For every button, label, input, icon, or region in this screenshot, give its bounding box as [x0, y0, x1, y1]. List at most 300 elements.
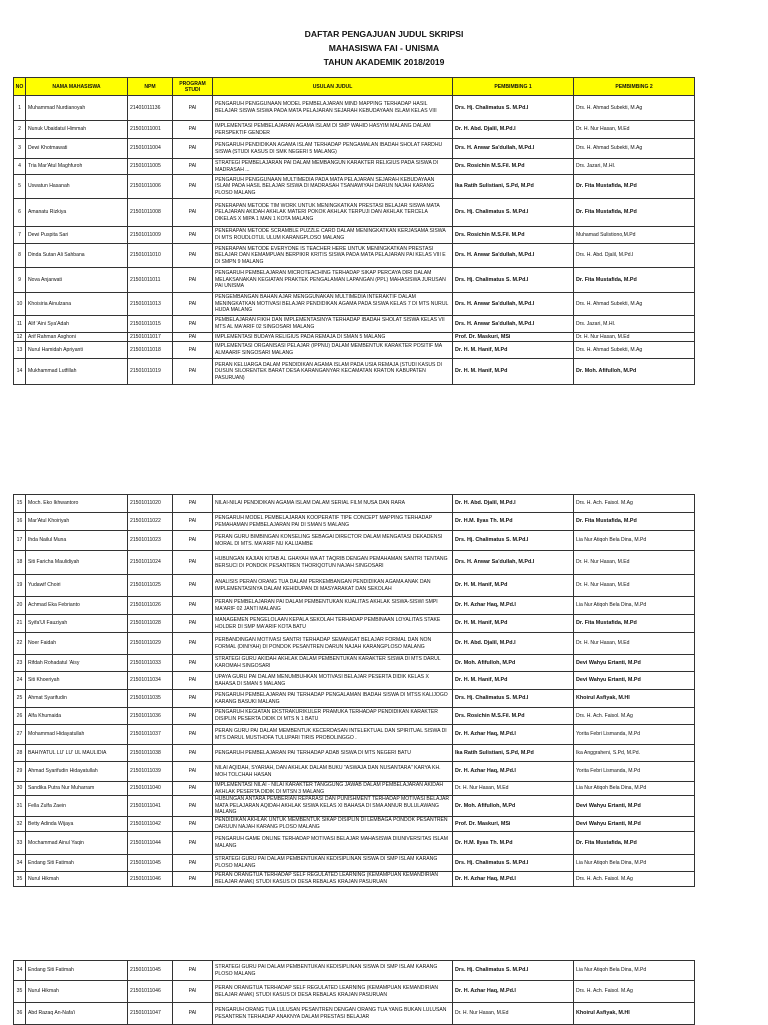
student-name: Abd Razaq An-Nafa'i [26, 1003, 128, 1025]
supervisor-1: Dr. H. Abd. Djalil, M.Pd.I [453, 495, 574, 513]
thesis-title: NILAI-NILAI PENDIDIKAN AGAMA ISLAM DALAM SERIAL FILM NUSA DAN RARA [213, 495, 453, 513]
student-npm: 21501011013 [128, 293, 173, 316]
student-name: Nurul Hikmah [26, 981, 128, 1003]
study-program: PAI [173, 175, 213, 199]
student-npm: 21401011136 [128, 96, 173, 121]
study-program: PAI [173, 672, 213, 690]
student-npm: 21501011035 [128, 690, 173, 708]
supervisor-1: Dr. H. Nur Hasan, M.Ed [453, 1003, 574, 1025]
supervisor-1: Dr. H. Azhar Haq, M.Pd.I [453, 597, 574, 615]
student-npm: 21501011009 [128, 227, 173, 244]
row-number: 11 [14, 316, 26, 333]
row-number: 3 [14, 139, 26, 159]
student-name: Rifdah Rohadatul 'Aisy [26, 655, 128, 672]
table-row [14, 333, 695, 342]
row-number: 16 [14, 513, 26, 531]
thesis-table-page-3 [13, 960, 695, 1025]
study-program: PAI [173, 981, 213, 1003]
student-name: Moch. Eko Ikhwantoro [26, 495, 128, 513]
table-row [14, 1003, 695, 1025]
table-row [14, 96, 695, 121]
supervisor-1: Drs. H. Anwar Sa'dullah, M.Pd.I [453, 139, 574, 159]
table-row [14, 871, 695, 886]
study-program: PAI [173, 268, 213, 293]
supervisor-2: Dr. Fita Mustafida, M.Pd [574, 175, 695, 199]
row-number: 12 [14, 333, 26, 342]
student-name: Muhammad Nurdianoyah [26, 96, 128, 121]
supervisor-1: Drs. H. Anwar Sa'dullah, M.Pd.I [453, 244, 574, 268]
student-name: Alfa Khumaida [26, 708, 128, 725]
table-row [14, 762, 695, 782]
supervisor-2: Devi Wahyu Ertanti, M.Pd [574, 816, 695, 831]
study-program: PAI [173, 139, 213, 159]
student-name: Mohammad Hidayatullah [26, 725, 128, 745]
student-npm: 21501011036 [128, 708, 173, 725]
student-name: Alif 'Aini Sya'Adah [26, 316, 128, 333]
supervisor-1: Ika Ratih Sulistiani, S.Pd, M.Pd [453, 175, 574, 199]
row-number: 36 [14, 1003, 26, 1025]
student-name: Dewi Khotmawati [26, 139, 128, 159]
header-study-program: PROGRAM STUDI [173, 78, 213, 96]
thesis-title: PENGARUH PENGGUNAAN MULTIMEDIA PADA MATA PELAJARAN SEJARAH KEBUDAYAAN ISLAM PADA HASIL BELAJAR SISWA DI MADRASAH TSANAWIYAH DARUN NAJAH KARANG PLOSO MALANG [213, 175, 453, 199]
supervisor-2: Drs. H. Ahmad Subekti, M.Ag [574, 293, 695, 316]
student-name: Nurul Hamidah Apriyanti [26, 342, 128, 359]
study-program: PAI [173, 655, 213, 672]
supervisor-2: Lia Nur Atiqoh Bela Dina, M.Pd [574, 597, 695, 615]
study-program: PAI [173, 762, 213, 782]
thesis-title: PERAN KELUARGA DALAM PENDIDIKAN AGAMA ISLAM PADA USIA REMAJA (STUDI KASUS DI DUSUN SILORENTEK BARAT DESA KARANGANYAR KECAMATAN KRATON KABUPATEN PASURUAN) [213, 359, 453, 385]
supervisor-2: Devi Wahyu Ertanti, M.Pd [574, 655, 695, 672]
study-program: PAI [173, 961, 213, 981]
table-row [14, 854, 695, 871]
supervisor-1: Drs. H. Anwar Sa'dullah, M.Pd.I [453, 293, 574, 316]
student-npm: 21501011010 [128, 244, 173, 268]
student-name: Betty Adinda Wijaya [26, 816, 128, 831]
study-program: PAI [173, 531, 213, 551]
student-npm: 21501011015 [128, 316, 173, 333]
study-program: PAI [173, 159, 213, 175]
student-npm: 21501011029 [128, 633, 173, 655]
student-name: Dinda Sutan Ali Sahbana [26, 244, 128, 268]
table-row [14, 316, 695, 333]
student-npm: 21501011023 [128, 531, 173, 551]
student-npm: 21501011042 [128, 816, 173, 831]
study-program: PAI [173, 854, 213, 871]
study-program: PAI [173, 782, 213, 796]
thesis-title: STRATEGI GURU PAI DALAM PEMBENTUKAN KEDISIPLINAN SISWA DI SMP ISLAM KARANG PLOSO MALANG [213, 961, 453, 981]
thesis-title: PENGARUH PEMBELAJARAN MICROTEACHING TERHADAP SIKAP PERCAYA DIRI DALAM MELAKSANAKAN KEGIATAN PRAKTEK PENGALAMAN LAPANGAN (PPL) MAHASISWA JURUSAN PAI UNISMA [213, 268, 453, 293]
thesis-title: PENGARUH ORANG TUA LULUSAN PESANTREN DENGAN ORANG TUA YANG BUKAN LULUSAN PESANTREN TERHADAP ANAKNYA DALAM PRESTASI BELAJAR [213, 1003, 453, 1025]
thesis-title: HUBUNGAN KAJIAN KITAB AL GHAYAH WA AT TAQRIB DENGAN PEMAHAMAN SANTRI TENTANG BERSUCI DI PONDOK PESANTREN THORIQOTUN NAJAH SINGOSARI [213, 551, 453, 575]
thesis-title: ANALISIS PERAN ORANG TUA DALAM PERKEMBANGAN PENDIDIKAN AGAMA ANAK DAN IMPLEMENTASINYA DALAM KEHIDUPAN DI MASYARAKAT DAN SEKOLAH [213, 575, 453, 597]
supervisor-1: Drs. Hj. Chalimatus S. M.Pd.I [453, 854, 574, 871]
document-subtitle: MAHASISWA FAI - UNISMA [328, 43, 440, 53]
student-npm: 21501011026 [128, 597, 173, 615]
study-program: PAI [173, 615, 213, 633]
table-row [14, 655, 695, 672]
table-row [14, 551, 695, 575]
supervisor-2: Drs. H. Ach. Faisol. M.Ag [574, 871, 695, 886]
student-npm: 21501011034 [128, 672, 173, 690]
thesis-title: IMPLEMENTASI PEMBELAJARAN AGAMA ISLAM DI SMP WAHID HASYIM MALANG DALAM PERSPEKTIF GENDER [213, 121, 453, 139]
student-npm: 21501011024 [128, 551, 173, 575]
study-program: PAI [173, 708, 213, 725]
supervisor-1: Dr. H. Azhar Haq, M.Pd.I [453, 725, 574, 745]
document-title: DAFTAR PENGAJUAN JUDUL SKRIPSI [304, 29, 464, 39]
supervisor-1: Drs. Hj. Chalimatus S. M.Pd.I [453, 96, 574, 121]
header-row-number: NO [14, 78, 26, 96]
thesis-title: STRATEGI PEMBELAJARAN PAI DALAM MEMBANGUN KARAKTER RELIGIUS PADA SISWA DI MADRASAH ... [213, 159, 453, 175]
student-name: Uswatun Hasanah [26, 175, 128, 199]
thesis-title: STRATEGI GURU AKIDAH AKHLAK DALAM PEMBENTUKAN KARAKTER SISWA DI MTS DARUL KAROMAH SINGOSARI [213, 655, 453, 672]
study-program: PAI [173, 871, 213, 886]
study-program: PAI [173, 551, 213, 575]
row-number: 23 [14, 655, 26, 672]
supervisor-2: Dr. H. Nur Hasan, M.Ed [574, 633, 695, 655]
table-row [14, 816, 695, 831]
row-number: 34 [14, 961, 26, 981]
supervisor-2: Khoirul Asfiyak, M.HI [574, 690, 695, 708]
student-npm: 21501011045 [128, 854, 173, 871]
supervisor-1: Drs. H. Anwar Sa'dullah, M.Pd.I [453, 551, 574, 575]
supervisor-1: Dr. H.M. Ilyas Th. M.Pd [453, 831, 574, 854]
supervisor-1: Drs. Hj. Chalimatus S. M.Pd.I [453, 531, 574, 551]
table-row [14, 782, 695, 796]
row-number: 6 [14, 199, 26, 227]
thesis-title: PENDIDIKAN AKHLAK UNTUK MEMBENTUK SIKAP DISIPLIN DI LEMBAGA PONDOK PESANTREN DARUUN NAJAH KARANG PLOSO MALANG [213, 816, 453, 831]
study-program: PAI [173, 359, 213, 385]
study-program: PAI [173, 831, 213, 854]
student-name: Tria Mar'Atul Maghfuroh [26, 159, 128, 175]
student-name: Syifa'Ul Fauziyah [26, 615, 128, 633]
row-number: 5 [14, 175, 26, 199]
student-npm: 21501011011 [128, 268, 173, 293]
supervisor-1: Prof. Dr. Maskuri, MSi [453, 816, 574, 831]
supervisor-2: Drs. H. Ahmad Subekti, M.Ag [574, 139, 695, 159]
student-name: Amanatu Rizkiya [26, 199, 128, 227]
thesis-title: PENERAPAN METODE TIM WORK UNTUK MENINGKATKAN PRESTASI BELAJAR SISWA MATA PELAJARAN AKIDAH AKHLAK MATERI POKOK AKHLAK TERPUJI DAN AKHLAK TERCELA DIKELAS X MIPA 1 MAN 1 KOTA MALANG [213, 199, 453, 227]
table-row [14, 175, 695, 199]
table-row [14, 293, 695, 316]
row-number: 1 [14, 96, 26, 121]
table-row [14, 513, 695, 531]
student-name: Sandika Putra Nur Muharram [26, 782, 128, 796]
supervisor-1: Dr. H. Azhar Haq, M.Pd.I [453, 871, 574, 886]
student-npm: 21501011044 [128, 831, 173, 854]
supervisor-2: Devi Wahyu Ertanti, M.Pd [574, 796, 695, 817]
table-row [14, 268, 695, 293]
thesis-title: PERBANDINGAN MOTIVASI SANTRI TERHADAP SEMANGAT BELAJAR FORMAL DAN NON FORMAL (DINIYAH) DI PONDOK PESANTREN DARUN NAJAH KARANGPLOSO MALANG [213, 633, 453, 655]
student-npm: 21501011019 [128, 359, 173, 385]
table-row [14, 575, 695, 597]
row-number: 7 [14, 227, 26, 244]
table-row [14, 690, 695, 708]
student-npm: 21501011037 [128, 725, 173, 745]
thesis-title: PENGARUH MODEL PEMBELAJARAN KOOPERATIF TIPE CONCEPT MAPPING TERHADAP PEMAHAMAN PEMBELAJARAN PAI DI SMAN 5 MALANG [213, 513, 453, 531]
study-program: PAI [173, 333, 213, 342]
student-npm: 21501011041 [128, 796, 173, 817]
supervisor-1: Dr. H. Nur Hasan, M.Ed [453, 782, 574, 796]
study-program: PAI [173, 690, 213, 708]
table-row [14, 981, 695, 1003]
header-student-name: NAMA MAHASISWA [26, 78, 128, 96]
thesis-title: PENGARUH PENDIDIKAN AGAMA ISLAM TERHADAP PENGAMALAN IBADAH SHOLAT FARDHU SISWA (STUDI KASUS DI SMK NEGERI 5 MALANG) [213, 139, 453, 159]
student-name: Nunuk Ubaidatul Himmah [26, 121, 128, 139]
row-number: 26 [14, 708, 26, 725]
table-row [14, 708, 695, 725]
study-program: PAI [173, 513, 213, 531]
row-number: 14 [14, 359, 26, 385]
thesis-title: PENERAPAN METODE SCRAMBLE PUZZLE CARD DALAM MENINGKATKAN KERJASAMA SISWA DI MTS ROUDLOTUL ULUM KARANGPLOSO MALANG [213, 227, 453, 244]
table-row [14, 244, 695, 268]
row-number: 31 [14, 796, 26, 817]
supervisor-2: Drs. Jazari, M.HI. [574, 316, 695, 333]
study-program: PAI [173, 244, 213, 268]
student-npm: 21501011020 [128, 495, 173, 513]
thesis-table-page-2 [13, 494, 695, 887]
student-npm: 21501011046 [128, 871, 173, 886]
thesis-title: PEMBELAJARAN FIKIH DAN IMPLEMENTASINYA TERHADAP IBADAH SHOLAT SISWA KELAS VII MTS AL MA'ARIF 02 SINGOSARI MALANG [213, 316, 453, 333]
supervisor-2: Drs. H. Ach. Faisol. M.Ag [574, 708, 695, 725]
thesis-title: NILAI AQIDAH, SYARIAH, DAN AKHLAK DALAM BUKU "ASWAJA DAN NUSANTARA" KARYA KH. MOH TOLCHAH HASAN [213, 762, 453, 782]
supervisor-2: Dr. Fita Mustafida, M.Pd [574, 513, 695, 531]
supervisor-2: Dr. H. Nur Hasan, M.Ed [574, 121, 695, 139]
table-header-row [14, 78, 695, 96]
supervisor-2: Dr. H. Nur Hasan, M.Ed [574, 551, 695, 575]
table-row [14, 159, 695, 175]
supervisor-2: Dr. H. Nur Hasan, M.Ed [574, 333, 695, 342]
thesis-title: PENGARUH PEMBELAJARAN PAI TERHADAP PENGALAMAN IBADAH SISWA DI MTSS KALIJOGO KARANG BASUKI MALANG [213, 690, 453, 708]
supervisor-1: Dr. H. Azhar Haq, M.Pd.I [453, 981, 574, 1003]
student-name: BAHIYATUL LU' LU' UL MAULIDIA [26, 745, 128, 762]
table-row [14, 531, 695, 551]
study-program: PAI [173, 796, 213, 817]
row-number: 17 [14, 531, 26, 551]
student-name: Fella Zulfa Zaein [26, 796, 128, 817]
row-number: 10 [14, 293, 26, 316]
thesis-title: IMPLEMENTASI NILAI - NILAI KARAKTER TANGGUNG JAWAB DALAM PEMBELAJARAN AKIDAH AKHLAK PESERTA DIDIK DI MTSN 3 MALANG [213, 782, 453, 796]
thesis-title: PENERAPAN METODE EVERYONE IS TEACHER HERE UNTUK MENINGKATKAN PRESTASI BELAJAR DAN KEMAMPUAN BERPIKIR KRITIS SISWA PADA MATA PELAJARAN PAI KELAS VIII E DI SMPN 9 MALANG [213, 244, 453, 268]
supervisor-1: Ika Ratih Sulistiani, S.Pd, M.Pd [453, 745, 574, 762]
row-number: 33 [14, 831, 26, 854]
table-row [14, 342, 695, 359]
student-name: Siti Faricha Maulidiyah [26, 551, 128, 575]
student-name: Arif Rahman Asghoni [26, 333, 128, 342]
supervisor-1: Dr. H. Abd. Djalil, M.Pd.I [453, 633, 574, 655]
table-row [14, 672, 695, 690]
thesis-table-page-1 [13, 77, 695, 385]
supervisor-2: Lia Nur Atiqoh Bela Dina, M.Pd [574, 531, 695, 551]
student-npm: 21501011038 [128, 745, 173, 762]
supervisor-1: Dr. H. M. Hanif, M.Pd [453, 359, 574, 385]
student-name: Khoisiria Ainulzana [26, 293, 128, 316]
thesis-title: PENGEMBANGAN BAHAN AJAR MENGGUNAKAN MULTIMEDIA INTERAKTIF DALAM MENINGKATKAN MOTIVASI BELAJAR PENDIDIKAN AGAMA PADA SISWA KELAS 7 DI MTS NURUL HUDA MALANG [213, 293, 453, 316]
student-npm: 21501011008 [128, 199, 173, 227]
thesis-title: STRATEGI GURU PAI DALAM PEMBENTUKAN KEDISIPLINAN SISWA DI SMP ISLAM KARANG PLOSO MALANG [213, 854, 453, 871]
row-number: 30 [14, 782, 26, 796]
row-number: 35 [14, 981, 26, 1003]
supervisor-1: Dr. H. Azhar Haq, M.Pd.I [453, 762, 574, 782]
student-name: Siti Khoeriyah [26, 672, 128, 690]
student-npm: 21501011028 [128, 615, 173, 633]
thesis-title: UPAYA GURU PAI DALAM MENUMBUHKAN MOTIVASI BELAJAR PESERTA DIDIK KELAS X BAHASA DI SMAN 5 MALANG [213, 672, 453, 690]
supervisor-2: Lia Nur Atiqoh Bela Dina, M.Pd [574, 961, 695, 981]
supervisor-2: Dr. Fita Mustafida, M.Pd [574, 199, 695, 227]
student-npm: 21501011005 [128, 159, 173, 175]
row-number: 15 [14, 495, 26, 513]
supervisor-2: Drs. H. Abd. Djalil, M.Pd.I [574, 244, 695, 268]
study-program: PAI [173, 725, 213, 745]
table-row [14, 227, 695, 244]
student-npm: 21501011004 [128, 139, 173, 159]
thesis-title: PERAN GURU PAI DALAM MEMBENTUK KECERDASAN INTELEKTUAL DAN SPIRITUAL SISWA DI MTS DARUL MUSTHOFA TULUPARI TIRIS PROBOLINGGO . [213, 725, 453, 745]
header-thesis-title: USULAN JUDUL [213, 78, 453, 96]
supervisor-2: Yorita Febri Lismanda, M.Pd [574, 762, 695, 782]
supervisor-2: Lia Nur Atiqoh Bela Dina, M.Pd [574, 782, 695, 796]
thesis-title: MANAGEMEN PENGELOLAAN KEPALA SEKOLAH TERHADAP PEMBINAAN LOYALITAS STAKE HOLDER DI SMP MA'ARIF KOTA BATU [213, 615, 453, 633]
supervisor-2: Dr. Fita Mustafida, M.Pd [574, 831, 695, 854]
student-npm: 21501011022 [128, 513, 173, 531]
supervisor-1: Prof. Dr. Maskuri, MSi [453, 333, 574, 342]
supervisor-1: Dr. H.M. Ilyas Th. M.Pd [453, 513, 574, 531]
supervisor-1: Dr. Moh. Afifulloh, M.Pd [453, 655, 574, 672]
student-name: Ahmat Syarifudin [26, 690, 128, 708]
student-name: Ihda Nailul Muna [26, 531, 128, 551]
supervisor-1: Drs. Hj. Chalimatus S. M.Pd.I [453, 690, 574, 708]
student-npm: 21501011033 [128, 655, 173, 672]
row-number: 28 [14, 745, 26, 762]
row-number: 34 [14, 854, 26, 871]
study-program: PAI [173, 227, 213, 244]
row-number: 9 [14, 268, 26, 293]
table-row [14, 139, 695, 159]
table-row [14, 121, 695, 139]
table-row [14, 745, 695, 762]
supervisor-1: Dr. H. M. Hanif, M.Pd [453, 342, 574, 359]
student-name: Nova Anjarwati [26, 268, 128, 293]
supervisor-2: Dr. Fita Mustafida, M.Pd [574, 615, 695, 633]
supervisor-2: Devi Wahyu Ertanti, M.Pd [574, 672, 695, 690]
table-row [14, 796, 695, 817]
supervisor-2: Drs. H. Ahmad Subekti, M.Ag [574, 342, 695, 359]
supervisor-2: Drs. H. Ahmad Subekti, M.Ag [574, 96, 695, 121]
student-name: Noer Faidah [26, 633, 128, 655]
table-row [14, 633, 695, 655]
table-row [14, 359, 695, 385]
student-name: Endang Siti Fatimah [26, 854, 128, 871]
supervisor-1: Dr. Moh. Afifulloh, M.Pd [453, 796, 574, 817]
study-program: PAI [173, 597, 213, 615]
supervisor-1: Drs. Rosichin M.S.Fil. M.Pd [453, 227, 574, 244]
study-program: PAI [173, 121, 213, 139]
study-program: PAI [173, 575, 213, 597]
row-number: 4 [14, 159, 26, 175]
student-name: Endang Siti Fatimah [26, 961, 128, 981]
thesis-title: PERAN ORANGTUA TERHADAP SELF REGULATED LEARNING (KEMAMPUAN KEMANDIRIAN BELAJAR ANAK) STUDI KASUS DI DESA REBALAS KRAJAN PASURUAN [213, 871, 453, 886]
student-npm: 21501011046 [128, 981, 173, 1003]
supervisor-1: Dr. H. M. Hanif, M.Pd [453, 615, 574, 633]
row-number: 18 [14, 551, 26, 575]
student-name: Ahmad Syarifudin Hidayatullah [26, 762, 128, 782]
student-name: Achmad Eka Febrianto [26, 597, 128, 615]
thesis-title: HUBUNGAN ANTARA PEMBERIAN REPARASI DAN PUNISHMENT TERHADAP MOTIVASI BELAJAR MATA PELAJARAN AQIDAH AKHLAK SISWA KELAS XI BAHASA DI SMA ANNUR BULULAWANG MALANG [213, 796, 453, 817]
student-npm: 21501011018 [128, 342, 173, 359]
supervisor-1: Drs. Hj. Chalimatus S. M.Pd.I [453, 961, 574, 981]
row-number: 29 [14, 762, 26, 782]
student-name: Nurul Hikmah [26, 871, 128, 886]
thesis-title: PERAN PEMBELAJARAN PAI DALAM PEMBENTUKAN KUALITAS AKHLAK SISWA-SISWI SMPI MA'ARIF 02 JANTI MALANG [213, 597, 453, 615]
table-row [14, 615, 695, 633]
supervisor-2: Dr. Moh. Afifulloh, M.Pd [574, 359, 695, 385]
study-program: PAI [173, 1003, 213, 1025]
row-number: 8 [14, 244, 26, 268]
row-number: 20 [14, 597, 26, 615]
study-program: PAI [173, 342, 213, 359]
supervisor-2: Drs. Jazari, M.HI. [574, 159, 695, 175]
supervisor-1: Drs. Hj. Chalimatus S. M.Pd.I [453, 199, 574, 227]
study-program: PAI [173, 96, 213, 121]
supervisor-1: Dr. H. M. Hanif, M.Pd [453, 672, 574, 690]
row-number: 25 [14, 690, 26, 708]
thesis-title: IMPLEMENTASI ORGANISASI PELAJAR (IPPNU) DALAM MEMBENTUK KARAKTER POSITIF MA ALMAARIF SINGOSARI MALANG [213, 342, 453, 359]
student-npm: 21501011025 [128, 575, 173, 597]
row-number: 24 [14, 672, 26, 690]
supervisor-1: Dr. H. Abd. Djalil, M.Pd.I [453, 121, 574, 139]
study-program: PAI [173, 816, 213, 831]
supervisor-1: Dr. H. M. Hanif, M.Pd [453, 575, 574, 597]
thesis-title: PERAN ORANGTUA TERHADAP SELF REGULATED LEARNING (KEMAMPUAN KEMANDIRIAN BELAJAR ANAK) STUDI KASUS DI DESA REBALAS KRAJAN PASURUAN [213, 981, 453, 1003]
supervisor-1: Drs. Hj. Chalimatus S. M.Pd.I [453, 268, 574, 293]
student-name: Yudawif Choiri [26, 575, 128, 597]
table-row [14, 199, 695, 227]
study-program: PAI [173, 495, 213, 513]
thesis-title: PENGARUH GAME ONLINE TERHADAP MOTIVASI BELAJAR MAHASISWA DIUNIVERSITAS ISLAM MALANG [213, 831, 453, 854]
student-name: Mar'Atul Khoiriyah [26, 513, 128, 531]
table-row [14, 597, 695, 615]
row-number: 13 [14, 342, 26, 359]
supervisor-1: Drs. Rosichin M.S.Fil. M.Pd [453, 159, 574, 175]
study-program: PAI [173, 293, 213, 316]
student-npm: 21501011040 [128, 782, 173, 796]
thesis-title: PENGARUH PEMBELAJARAN PAI TERHADAP ADAB SISWA DI MTS NEGERI BATU [213, 745, 453, 762]
header-supervisor-1: PEMBIMBING 1 [453, 78, 574, 96]
supervisor-1: Drs. Rosichin M.S.Fil. M.Pd [453, 708, 574, 725]
thesis-title: PENGARUH PENGGUNAAN MODEL PEMBELAJARAN MIND MAPPING TERHADAP HASIL BELAJAR SISWA SISWA PADA MATA PELAJARAN SEJARAH KEBUDAYAAN ISLAM KELAS VIII [213, 96, 453, 121]
academic-year: TAHUN AKADEMIK 2018/2019 [323, 57, 445, 67]
row-number: 21 [14, 615, 26, 633]
supervisor-2: Yorita Febri Lismanda, M.Pd [574, 725, 695, 745]
supervisor-2: Lia Nur Atiqoh Bela Dina, M.Pd [574, 854, 695, 871]
student-npm: 21501011017 [128, 333, 173, 342]
row-number: 32 [14, 816, 26, 831]
header-student-npm: NPM [128, 78, 173, 96]
supervisor-2: Drs. H. Ach. Faisol. M.Ag [574, 981, 695, 1003]
row-number: 27 [14, 725, 26, 745]
row-number: 35 [14, 871, 26, 886]
student-npm: 21501011001 [128, 121, 173, 139]
table-row [14, 961, 695, 981]
supervisor-2: Ika Anggraheni, S.Pd, M.Pd. [574, 745, 695, 762]
supervisor-2: Dr. H. Nur Hasan, M.Ed [574, 575, 695, 597]
study-program: PAI [173, 633, 213, 655]
row-number: 19 [14, 575, 26, 597]
row-number: 22 [14, 633, 26, 655]
student-npm: 21501011045 [128, 961, 173, 981]
study-program: PAI [173, 316, 213, 333]
student-npm: 21501011006 [128, 175, 173, 199]
row-number: 2 [14, 121, 26, 139]
table-row [14, 831, 695, 854]
